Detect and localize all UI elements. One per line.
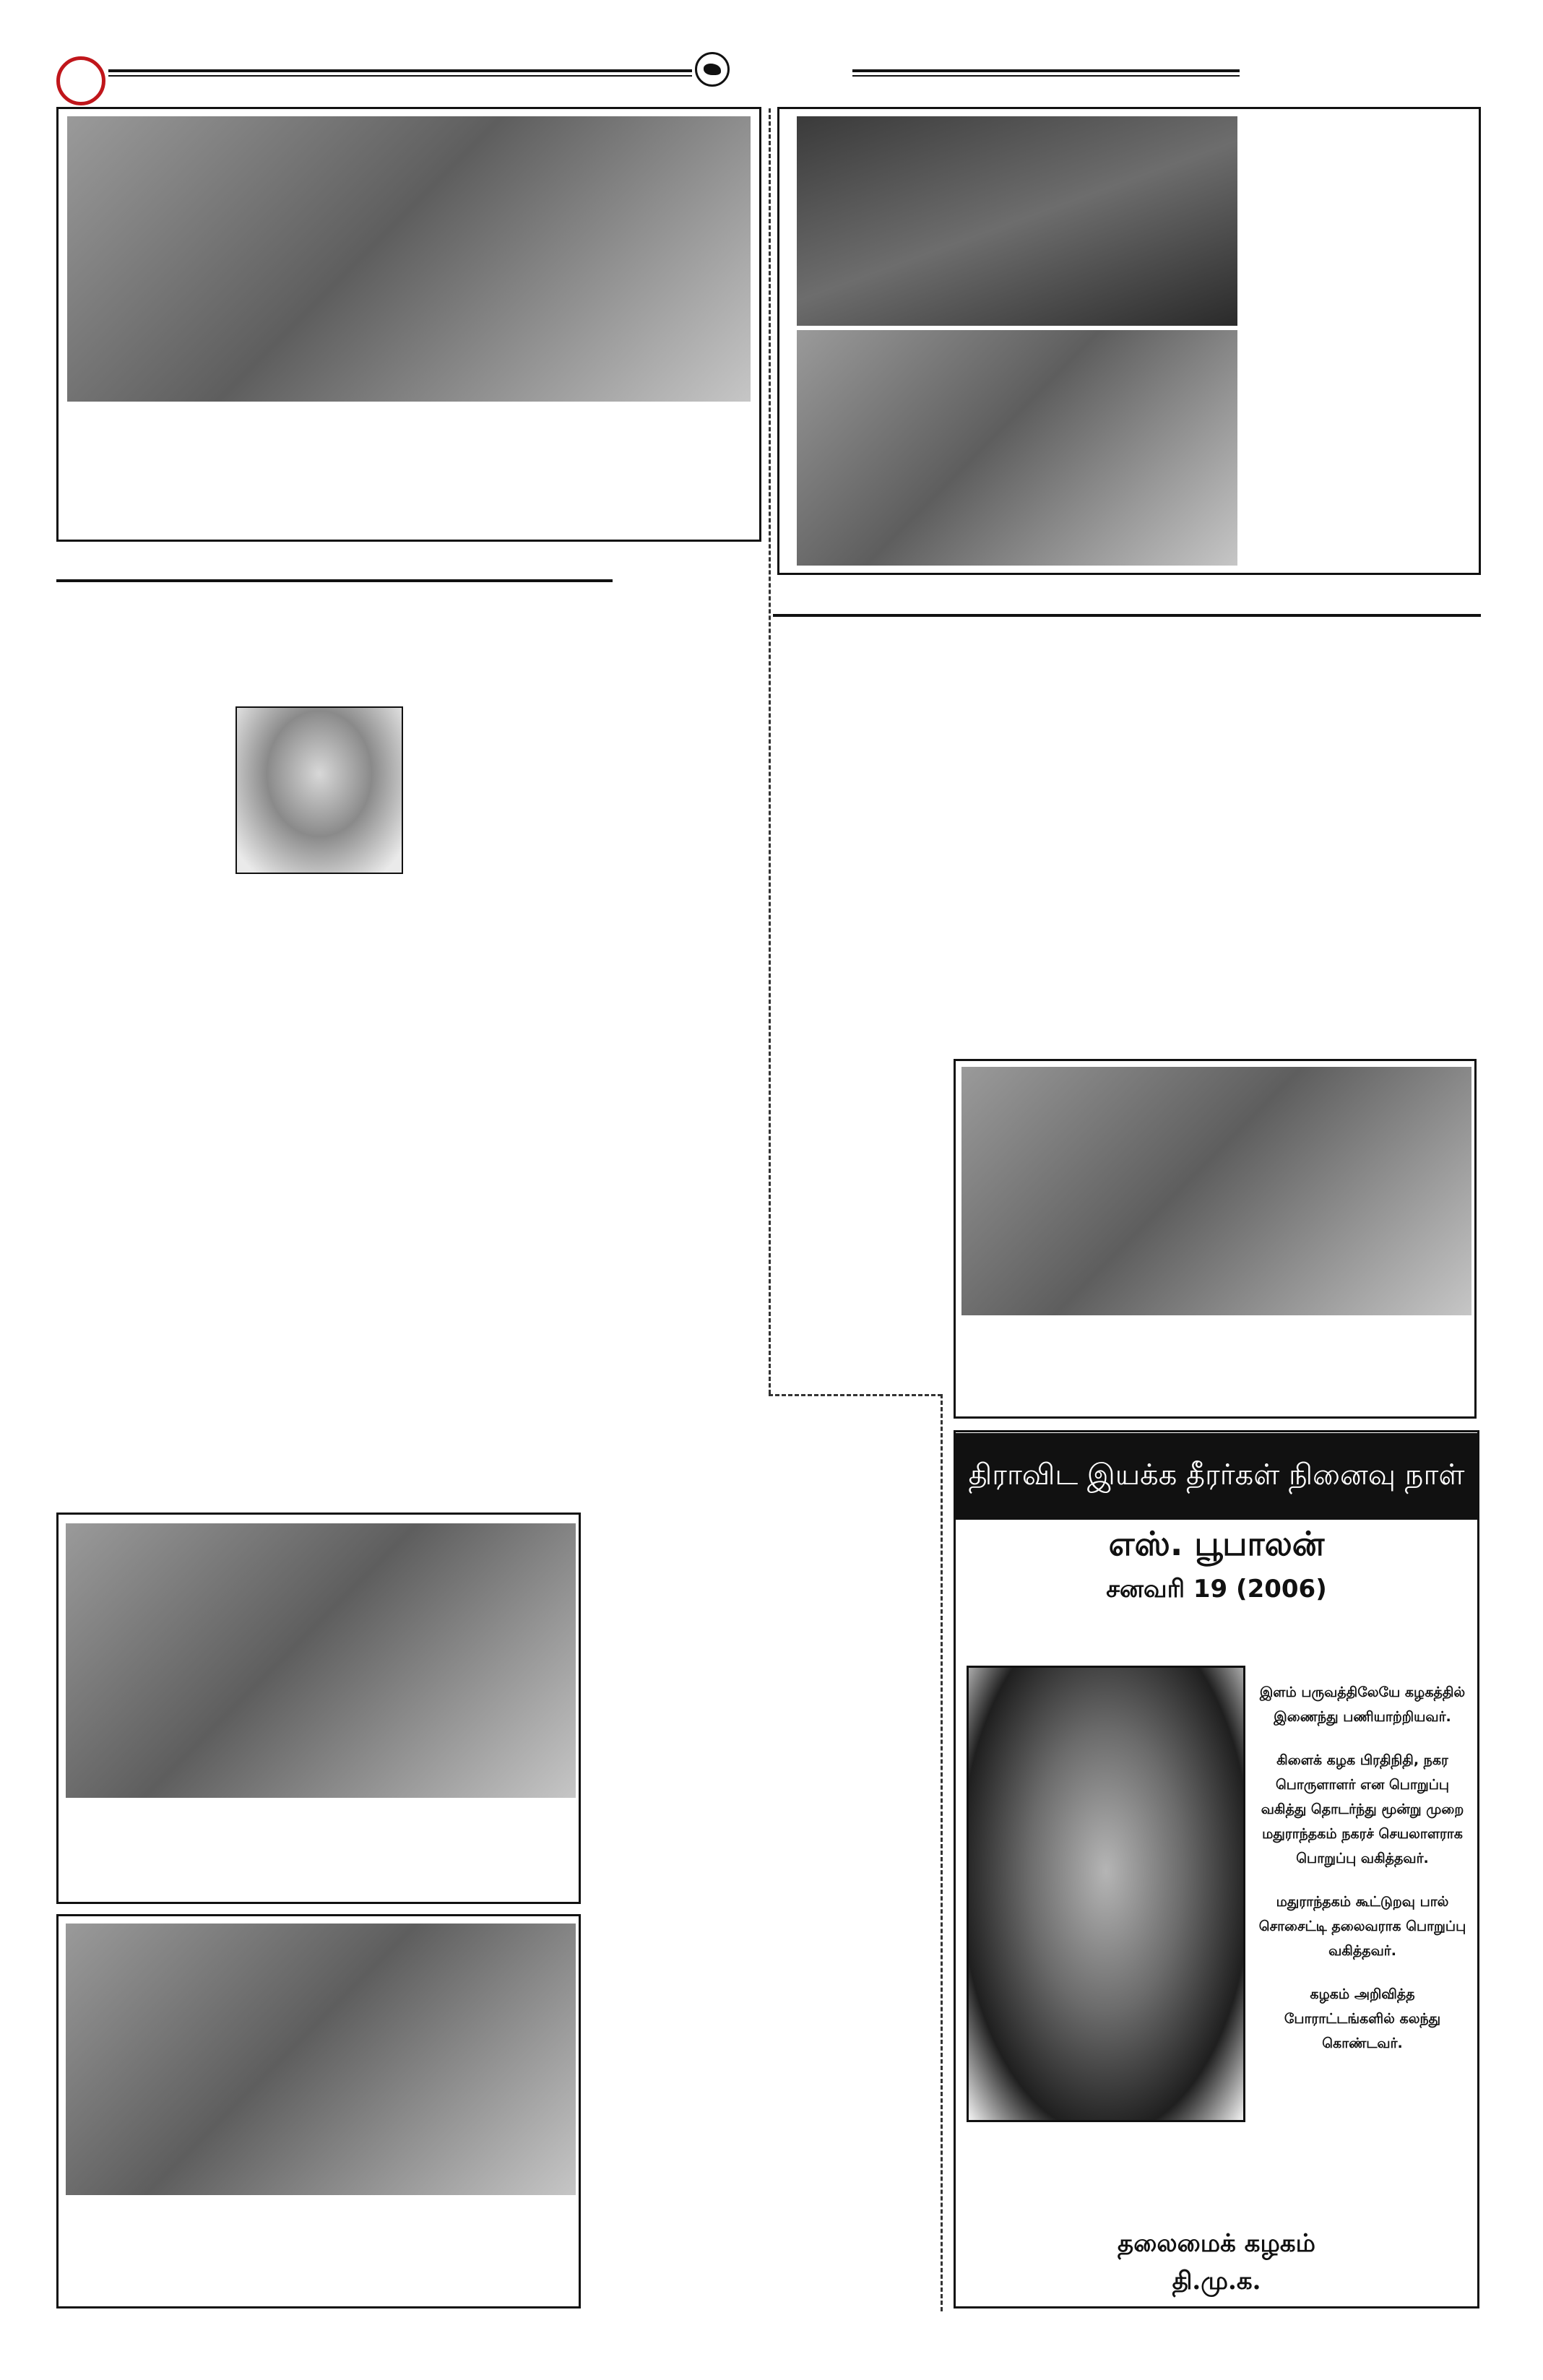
news-photo-box (954, 1059, 1477, 1419)
memorial-portrait (967, 1666, 1245, 2122)
column-divider (941, 1394, 943, 2311)
memorial-bio-paragraph: இளம் பருவத்திலேயே கழகத்தில் இணைந்து பணியாற்றியவர். (1259, 1684, 1466, 1725)
column-divider (769, 1394, 942, 1396)
section-rule (56, 579, 613, 582)
memorial-footer (955, 2225, 1478, 2300)
section-rule (773, 614, 1481, 617)
memorial-date: சனவரி 19 (2006) (1106, 1575, 1327, 1604)
memorial-person-name: எஸ். பூபாலன் (1108, 1524, 1325, 1563)
column-divider (769, 108, 771, 1394)
page-number-circle (56, 56, 105, 105)
news-photo-box (56, 107, 761, 542)
header-rule-left (108, 69, 692, 77)
memorial-bio-paragraph: கிளைக் கழக பிரதிநிதி, நகர பொருளாளர் என பொறுப்பு வகித்து தொடர்ந்து மூன்று முறை மதுராந்தகம் நகரச் செயலாளராக பொறுப்பு வகித்தவர். (1261, 1752, 1464, 1866)
photo-sports-team-prize (66, 1924, 576, 2195)
memorial-footer-org: தலைமைக் கழகம் (1118, 2229, 1315, 2258)
photo-press-meet (797, 330, 1237, 566)
photo-welfare-distribution (961, 1067, 1471, 1315)
memorial-header: திராவிட இயக்க தீரர்கள் நினைவு நாள் (955, 1433, 1478, 1520)
news-photo-box (56, 1513, 581, 1904)
party-emblem-icon (695, 52, 730, 87)
news-photo-box (56, 1914, 581, 2308)
news-photo-box (777, 107, 1481, 575)
memorial-footer-party: தி.மு.க. (1172, 2267, 1261, 2295)
memorial-bio-paragraph: மதுராந்தகம் கூட்டுறவு பால் சொசைட்டி தலைவராக பொறுப்பு வகித்தவர். (1258, 1894, 1466, 1959)
photo-audience-meeting (797, 116, 1237, 326)
photo-ground-breaking-ceremony (66, 1523, 576, 1798)
politician-portrait (235, 706, 403, 874)
header-rule-right (852, 69, 1240, 77)
memorial-bio-paragraph: கழகம் அறிவித்த போராட்டங்களில் கலந்து கொண்டவர். (1284, 1986, 1441, 2051)
memorial-biography (1255, 1680, 1469, 2074)
group-photo-students-award (67, 116, 751, 402)
